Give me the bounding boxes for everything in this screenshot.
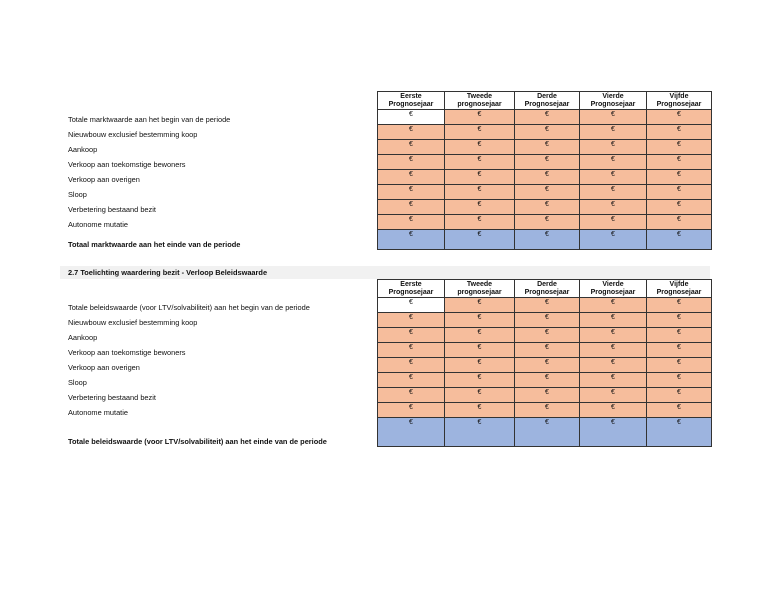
value-cell[interactable]: €	[647, 313, 712, 328]
value-cell[interactable]: €	[378, 313, 445, 328]
value-cell[interactable]: €	[580, 155, 647, 170]
value-cell[interactable]: €	[647, 328, 712, 343]
column-header: Vijfde Prognosejaar	[647, 280, 712, 298]
value-cell[interactable]: €	[445, 388, 515, 403]
value-cell[interactable]: €	[378, 328, 445, 343]
value-cell[interactable]: €	[580, 313, 647, 328]
value-cell[interactable]: €	[647, 110, 712, 125]
value-cell[interactable]: €	[647, 125, 712, 140]
column-header: Vierde Prognosejaar	[580, 280, 647, 298]
column-header: Derde Prognosejaar	[515, 280, 580, 298]
value-cell[interactable]: €	[445, 155, 515, 170]
column-header: Tweede prognosejaar	[445, 280, 515, 298]
section2-table	[377, 279, 712, 447]
row-label: Totale beleidswaarde (voor LTV/solvabiliteit) aan het begin van de periode	[68, 303, 310, 312]
value-cell[interactable]: €	[580, 170, 647, 185]
total-cell[interactable]: €	[580, 418, 647, 447]
value-cell[interactable]: €	[515, 215, 580, 230]
row-label: Totale marktwaarde aan het begin van de periode	[68, 115, 231, 124]
value-cell[interactable]: €	[515, 125, 580, 140]
value-cell[interactable]: €	[647, 358, 712, 373]
value-cell[interactable]: €	[378, 373, 445, 388]
total-cell[interactable]: €	[378, 418, 445, 447]
value-cell[interactable]: €	[445, 110, 515, 125]
value-cell[interactable]: €	[647, 185, 712, 200]
value-cell[interactable]: €	[647, 215, 712, 230]
column-header: Derde Prognosejaar	[515, 92, 580, 110]
row-label: Verkoop aan overigen	[68, 175, 140, 184]
row-label: Sloop	[68, 190, 87, 199]
row-label: Verbetering bestaand bezit	[68, 205, 156, 214]
value-cell[interactable]: €	[378, 185, 445, 200]
value-cell[interactable]: €	[378, 155, 445, 170]
value-cell[interactable]: €	[445, 358, 515, 373]
value-cell[interactable]: €	[378, 343, 445, 358]
total-cell[interactable]: €	[580, 230, 647, 250]
value-cell[interactable]: €	[580, 298, 647, 313]
value-cell[interactable]: €	[515, 110, 580, 125]
row-label: Verkoop aan toekomstige bewoners	[68, 348, 186, 357]
value-cell[interactable]: €	[378, 200, 445, 215]
value-cell[interactable]: €	[515, 373, 580, 388]
total-cell[interactable]: €	[515, 418, 580, 447]
value-cell[interactable]: €	[580, 200, 647, 215]
value-cell[interactable]: €	[515, 313, 580, 328]
value-cell[interactable]: €	[445, 215, 515, 230]
value-cell[interactable]: €	[445, 140, 515, 155]
value-cell[interactable]: €	[580, 373, 647, 388]
total-cell[interactable]: €	[515, 230, 580, 250]
value-cell[interactable]: €	[378, 403, 445, 418]
total-cell[interactable]: €	[647, 418, 712, 447]
value-cell[interactable]: €	[580, 185, 647, 200]
value-cell[interactable]: €	[647, 200, 712, 215]
total-cell[interactable]: €	[445, 230, 515, 250]
total-cell[interactable]: €	[647, 230, 712, 250]
value-cell[interactable]: €	[445, 403, 515, 418]
row-label: Aankoop	[68, 333, 98, 342]
value-cell[interactable]: €	[445, 328, 515, 343]
value-cell[interactable]: €	[647, 373, 712, 388]
value-cell[interactable]: €	[647, 403, 712, 418]
column-header: Tweede prognosejaar	[445, 92, 515, 110]
value-cell[interactable]: €	[378, 358, 445, 373]
column-header: Eerste Prognosejaar	[378, 280, 445, 298]
value-cell[interactable]: €	[445, 185, 515, 200]
value-cell[interactable]: €	[647, 298, 712, 313]
value-cell[interactable]: €	[580, 388, 647, 403]
value-cell[interactable]: €	[445, 200, 515, 215]
total-row-label: Totale beleidswaarde (voor LTV/solvabiliteit) aan het einde van de periode	[68, 437, 327, 446]
value-cell[interactable]: €	[445, 373, 515, 388]
column-header: Vijfde Prognosejaar	[647, 92, 712, 110]
row-label: Verkoop aan toekomstige bewoners	[68, 160, 186, 169]
value-cell[interactable]: €	[515, 298, 580, 313]
row-label: Verbetering bestaand bezit	[68, 393, 156, 402]
value-cell[interactable]: €	[515, 358, 580, 373]
value-cell[interactable]: €	[647, 155, 712, 170]
value-cell[interactable]: €	[647, 388, 712, 403]
value-cell[interactable]: €	[378, 140, 445, 155]
row-label: Nieuwbouw exclusief bestemming koop	[68, 318, 198, 327]
value-cell[interactable]: €	[580, 403, 647, 418]
row-label: Verkoop aan overigen	[68, 363, 140, 372]
value-cell[interactable]: €	[580, 215, 647, 230]
value-cell[interactable]: €	[378, 298, 445, 313]
value-cell[interactable]: €	[580, 110, 647, 125]
value-cell[interactable]: €	[445, 170, 515, 185]
value-cell[interactable]: €	[515, 170, 580, 185]
row-label: Autonome mutatie	[68, 220, 128, 229]
value-cell[interactable]: €	[445, 343, 515, 358]
row-label: Sloop	[68, 378, 87, 387]
value-cell[interactable]: €	[647, 343, 712, 358]
section-title: 2.7 Toelichting waardering bezit - Verloop Beleidswaarde	[60, 266, 710, 279]
total-cell[interactable]: €	[378, 230, 445, 250]
value-cell[interactable]: €	[580, 343, 647, 358]
value-cell[interactable]: €	[378, 215, 445, 230]
value-cell[interactable]: €	[378, 170, 445, 185]
value-cell[interactable]: €	[515, 200, 580, 215]
total-row-label: Totaal marktwaarde aan het einde van de periode	[68, 240, 241, 249]
value-cell[interactable]: €	[580, 140, 647, 155]
value-cell[interactable]: €	[515, 388, 580, 403]
value-cell[interactable]: €	[515, 403, 580, 418]
value-cell[interactable]: €	[580, 358, 647, 373]
total-cell[interactable]: €	[445, 418, 515, 447]
row-label: Nieuwbouw exclusief bestemming koop	[68, 130, 198, 139]
value-cell[interactable]: €	[515, 140, 580, 155]
value-cell[interactable]: €	[647, 170, 712, 185]
value-cell[interactable]: €	[445, 313, 515, 328]
value-cell[interactable]: €	[515, 185, 580, 200]
value-cell[interactable]: €	[580, 125, 647, 140]
value-cell[interactable]: €	[647, 140, 712, 155]
value-cell[interactable]: €	[378, 125, 445, 140]
row-label: Autonome mutatie	[68, 408, 128, 417]
value-cell[interactable]: €	[445, 125, 515, 140]
value-cell[interactable]: €	[515, 155, 580, 170]
section1-table	[377, 91, 712, 250]
value-cell[interactable]: €	[445, 298, 515, 313]
column-header: Eerste Prognosejaar	[378, 92, 445, 110]
value-cell[interactable]: €	[515, 328, 580, 343]
value-cell[interactable]: €	[378, 110, 445, 125]
column-header: Vierde Prognosejaar	[580, 92, 647, 110]
value-cell[interactable]: €	[580, 328, 647, 343]
value-cell[interactable]: €	[378, 388, 445, 403]
row-label: Aankoop	[68, 145, 98, 154]
value-cell[interactable]: €	[515, 343, 580, 358]
